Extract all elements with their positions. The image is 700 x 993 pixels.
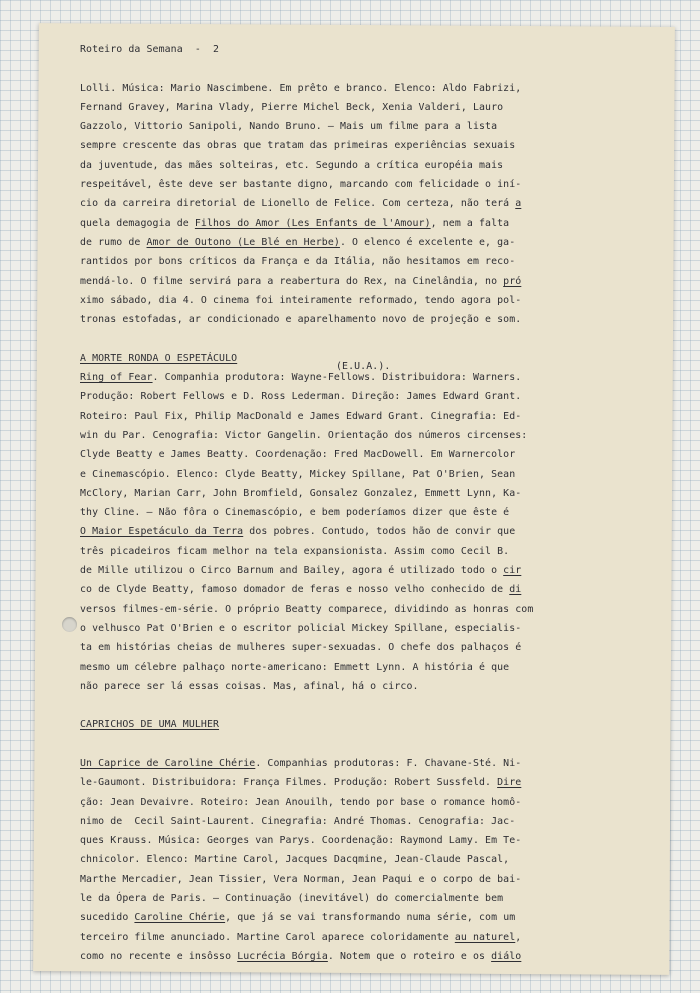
text-line xyxy=(80,870,640,889)
line-text: mesmo um célebre palhaço norte-americano: Emmett Lynn. A história é que xyxy=(80,661,510,673)
underlined-title: Ring of Fear xyxy=(80,372,153,384)
line-text: ção: Jean Devaivre. Roteiro: Jean Anouilh, tendo por base o romance homô- xyxy=(80,796,522,808)
line-text: respeitável, êste deve ser bastante digno, marcando com felicidade o iní- xyxy=(80,179,522,191)
underlined-title: O Maior Espetáculo da Terra xyxy=(80,526,244,538)
underlined-title: Lucrécia Bórgia xyxy=(237,950,328,962)
punch-hole xyxy=(62,617,77,632)
line-text: Clyde Beatty e James Beatty. Coordenação: Fred MacDowell. Em Warnercolor xyxy=(80,449,516,461)
line-text: como no recente e insôsso xyxy=(80,950,238,962)
line-text: . Notem que o roteiro e os xyxy=(327,950,492,962)
text-line xyxy=(80,542,640,561)
line-text: ques Krauss. Música: Georges van Parys. Coordenação: Raymond Lamy. Em Te- xyxy=(80,835,522,847)
text-line xyxy=(80,831,640,850)
text-line xyxy=(80,658,640,677)
section-heading: CAPRICHOS DE UMA MULHER xyxy=(80,719,220,731)
line-text: . Companhias produtoras: F. Chavane-Sté. Ni- xyxy=(255,757,522,769)
text-line xyxy=(80,600,640,619)
text-line xyxy=(80,677,640,696)
text-line xyxy=(80,387,640,406)
line-text: ta em histórias cheias de mulheres super-sexuadas. O chefe dos palhaços é xyxy=(80,642,522,654)
review-lolli xyxy=(80,79,640,330)
text-line xyxy=(80,619,640,638)
text-line xyxy=(80,638,640,657)
text-line xyxy=(80,850,640,869)
text-line xyxy=(80,928,640,947)
text-line xyxy=(80,175,640,194)
review-ring-of-fear xyxy=(80,361,640,696)
line-text: , xyxy=(515,931,522,943)
line-text: tronas estofadas, ar condicionado e aparelhamento novo de projeção e som. xyxy=(80,314,522,326)
line-text: da juventude, das mães solteiras, etc. Segundo a crítica européia mais xyxy=(80,159,504,171)
text-line xyxy=(80,252,640,271)
text-line xyxy=(80,773,640,792)
text-line xyxy=(80,136,640,155)
line-text: rantidos por bons críticos da França e da Itália, não hesitamos em reco- xyxy=(80,256,516,268)
line-text: Gazzolo, Vittorio Sanipoli, Nando Bruno. — Mais um filme para a lista xyxy=(80,121,498,133)
underlined-title: diálo xyxy=(491,950,522,962)
line-text: sucedido xyxy=(80,912,135,924)
line-text: de Mille utilizou o Circo Barnum and Bailey, agora é utilizado todo o xyxy=(80,565,504,577)
line-text: terceiro filme anunciado. Martine Carol aparece coloridamente xyxy=(80,931,455,943)
line-text: sempre crescente das obras que tratam das primeiras experiências sexuais xyxy=(80,140,516,152)
text-line xyxy=(80,233,640,252)
underlined-title: au naturel xyxy=(454,931,516,943)
text-line xyxy=(80,79,640,98)
line-text: o velhusco Pat O'Brien e o escritor policial Mickey Spillane, especialis- xyxy=(80,622,522,634)
line-text: Lolli. Música: Mario Nascimbene. Em prêto e branco. Elenco: Aldo Fabrizi, xyxy=(80,82,522,94)
text-line xyxy=(80,310,640,329)
text-line xyxy=(80,272,640,291)
text-line xyxy=(80,214,640,233)
text-line xyxy=(80,426,640,445)
line-text: McClory, Marian Carr, John Bromfield, Gonsalez Gonzalez, Emmett Lynn, Ka- xyxy=(80,487,522,499)
underlined-title: Dire xyxy=(497,777,522,789)
line-text: chnicolor. Elenco: Martine Carol, Jacques Dacqmine, Jean-Claude Pascal, xyxy=(80,854,510,866)
line-text: e Cinemascópio. Elenco: Clyde Beatty, Mickey Spillane, Pat O'Brien, Sean xyxy=(80,468,516,480)
text-line xyxy=(80,754,640,773)
line-text: win du Par. Cenografia: Victor Gangelin. Orientação dos números circenses: xyxy=(80,429,528,441)
line-text: três picadeiros ficam melhor na tela expansionista. Assim como Cecil B. xyxy=(80,545,510,557)
text-line xyxy=(80,522,640,541)
text-line xyxy=(80,793,640,812)
text-line xyxy=(80,908,640,927)
text-line xyxy=(80,812,640,831)
line-text: Marthe Mercadier, Jean Tissier, Vera Norman, Jean Paqui e o corpo de bai- xyxy=(80,873,522,885)
country-note: (E.U.A.). xyxy=(336,361,391,373)
underlined-title: a xyxy=(515,198,522,210)
line-text: Produção: Robert Fellows e D. Ross Lederman. Direção: James Edward Grant. xyxy=(80,391,522,403)
line-text: Roteiro: Paul Fix, Philip MacDonald e James Edward Grant. Cinegrafia: Ed- xyxy=(80,410,522,422)
line-text: . O elenco é excelente e, ga- xyxy=(339,236,516,248)
line-text: ximo sábado, dia 4. O cinema foi inteiramente reformado, tendo agora pol- xyxy=(80,294,522,306)
line-text: le da Ópera de Paris. — Continuação (inevitável) do comercialmente bem xyxy=(80,893,504,905)
line-text: thy Cline. — Não fôra o Cinemascópio, e bem poderíamos dizer que êste é xyxy=(80,507,510,519)
text-line xyxy=(80,156,640,175)
line-text: versos filmes-em-série. O próprio Beatty comparece, dividindo as honras com xyxy=(80,603,534,615)
line-text: co de Clyde Beatty, famoso domador de feras e nosso velho conhecido de xyxy=(80,584,510,596)
underlined-title: Caroline Chérie xyxy=(134,912,226,924)
review-caprice xyxy=(80,754,640,966)
underlined-title: di xyxy=(509,584,522,596)
section-heading: A MORTE RONDA O ESPETÁCULO xyxy=(80,352,238,364)
text-line xyxy=(80,465,640,484)
text-line xyxy=(80,484,640,503)
text-line xyxy=(80,947,640,966)
line-text: dos pobres. Contudo, todos hão de convir que xyxy=(243,526,516,538)
underlined-title: cir xyxy=(503,565,522,577)
text-line xyxy=(80,580,640,599)
text-line xyxy=(80,503,640,522)
text-line xyxy=(80,194,640,213)
line-text: le-Gaumont. Distribuidora: França Filmes. Produção: Robert Sussfeld. xyxy=(80,777,498,789)
page-header: Roteiro da Semana - 2 xyxy=(80,44,220,55)
underlined-title: Un Caprice de Caroline Chérie xyxy=(80,757,256,769)
underlined-title: Amor de Outono (Le Blé en Herbe) xyxy=(146,236,340,248)
line-text: não parece ser lá essas coisas. Mas, afinal, há o circo. xyxy=(80,680,419,692)
line-text: quela demagogia de xyxy=(80,217,195,229)
line-text: , que já se vai transformando numa série, com um xyxy=(225,912,516,924)
line-text: Fernand Gravey, Marina Vlady, Pierre Michel Beck, Xenia Valderi, Lauro xyxy=(80,101,504,113)
line-text: cio da carreira diretorial de Lionello de Felice. Com certeza, não terá xyxy=(80,198,516,210)
text-line xyxy=(80,291,640,310)
typed-page xyxy=(80,40,640,966)
underlined-title: Filhos do Amor (Les Enfants de l'Amour) xyxy=(194,217,431,229)
line-text: , nem a falta xyxy=(430,217,510,229)
line-text: nimo de Cecil Saint-Laurent. Cinegrafia: André Thomas. Cenografia: Jac- xyxy=(80,815,516,827)
text-line xyxy=(80,98,640,117)
text-line xyxy=(80,561,640,580)
line-text: . Companhia produtora: Wayne-Fellows. Distribuidora: Warners. xyxy=(152,372,522,384)
text-line xyxy=(80,117,640,136)
text-line xyxy=(80,445,640,464)
line-text: de rumo de xyxy=(80,236,147,248)
underlined-title: pró xyxy=(503,275,522,287)
line-text: mendá-lo. O filme servirá para a reabertura do Rex, na Cinelândia, no xyxy=(80,275,504,287)
text-line xyxy=(80,407,640,426)
text-line xyxy=(80,889,640,908)
